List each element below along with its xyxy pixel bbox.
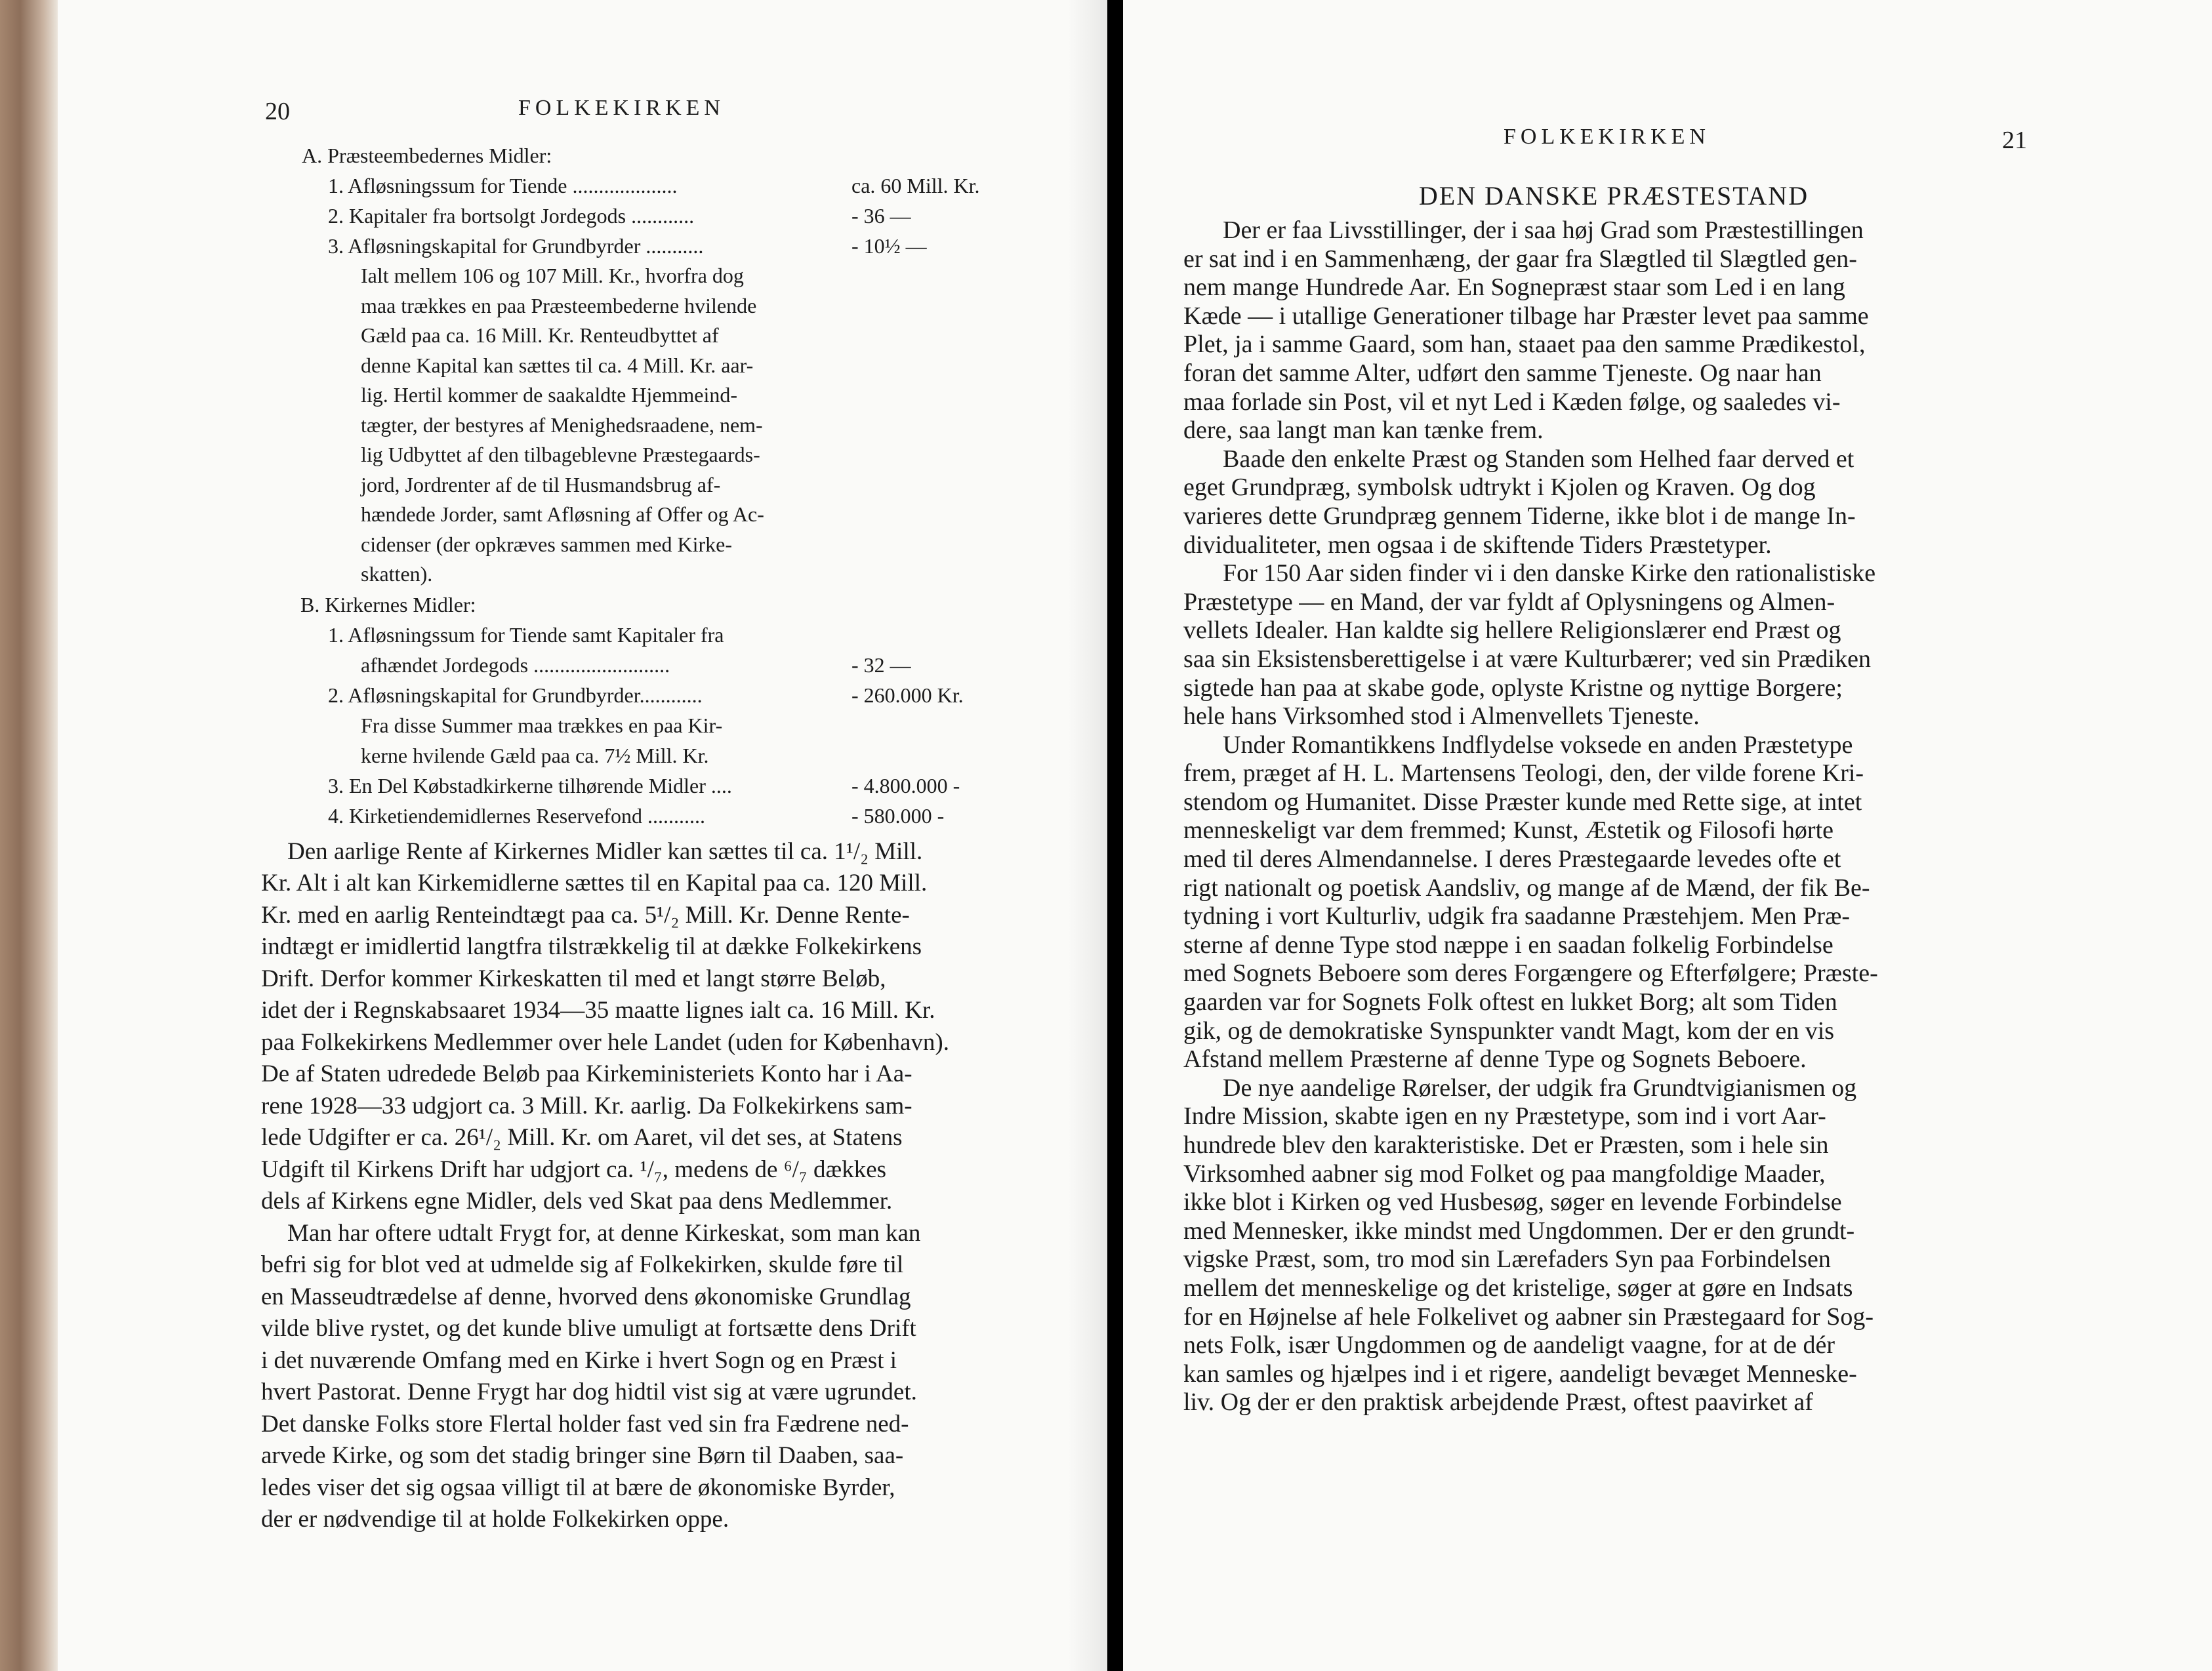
row-value: ca. 60 Mill. Kr. — [851, 174, 980, 197]
paragraph-line: maa forlade sin Post, vil et nyt Led i Kæden følge, og saaledes vi- — [1183, 388, 1841, 416]
row-value: - 10½ — — [851, 234, 927, 258]
paragraph-line: nem mange Hundrede Aar. En Sognepræst staar som Led i en lang — [1183, 273, 1845, 302]
paragraph-line: idet der i Regnskabsaaret 1934—35 maatte lignes ialt ca. 16 Mill. Kr. — [261, 997, 935, 1024]
paragraph-line: Kæde — i utallige Generationer tilbage har Præster levet paa samme — [1183, 302, 1869, 330]
paragraph-line: hundrede blev den karakteristiske. Det er Præsten, som i hele sin — [1183, 1131, 1829, 1159]
row-label: 3. En Del Købstadkirkerne tilhørende Midler .... — [328, 773, 732, 797]
row-label: afhændet Jordegods .......................... — [361, 653, 670, 677]
paragraph-line: foran det samme Alter, udført den samme Tjeneste. Og naar han — [1183, 359, 1822, 387]
paragraph-line: Under Romantikkens Indflydelse voksede en anden Præstetype — [1223, 731, 1853, 759]
paragraph-line: De nye aandelige Rørelser, der udgik fra Grundtvigianismen og — [1223, 1074, 1857, 1102]
row-label: 4. Kirketiendemidlernes Reservefond ........... — [328, 803, 705, 828]
row-value: - 4.800.000 - — [851, 773, 960, 797]
paragraph-line: Drift. Derfor kommer Kirkeskatten til med et langt større Beløb, — [261, 965, 886, 992]
note-line: lig. Hertil kommer de saakaldte Hjemmeind- — [361, 383, 738, 407]
row-value: - 580.000 - — [851, 803, 945, 828]
table-row — [261, 231, 1055, 261]
page-number-right: 21 — [2002, 127, 2027, 154]
paragraph-line: befri sig for blot ved at udmelde sig af Folkekirken, skulde føre til — [261, 1251, 904, 1278]
paragraph-line: paa Folkekirkens Medlemmer over hele Landet (uden for København). — [261, 1028, 949, 1056]
paragraph-line: rigt nationalt og poetisk Aandsliv, og mange af de Mænd, der fik Be- — [1183, 874, 1870, 902]
note-line: tægter, der bestyres af Menighedsraadene, nem- — [361, 413, 763, 437]
paragraph-line: Præstetype — en Mand, der var fyldt af Oplysningens og Almen- — [1183, 588, 1835, 616]
paragraph-line: er sat ind i en Sammenhæng, der gaar fra Slægtled til Slægtled gen- — [1183, 245, 1857, 273]
paragraph-line: Virksomhed aabner sig mod Folket og paa mangfoldige Maader, — [1183, 1159, 1826, 1188]
right-page-body — [1183, 177, 2044, 1417]
gutter-shadow — [1068, 0, 1107, 1671]
paragraph-line: kan samles og hjælpes ind i et rigere, aandeligt bevæget Menneske- — [1183, 1359, 1857, 1388]
row-label: 2. Kapitaler fra bortsolgt Jordegods ............ — [328, 204, 695, 228]
paragraph-line: saa sin Eksistensberettigelse i at være Kulturbærer; ved sin Prædiken — [1183, 645, 1871, 673]
table-row — [261, 620, 1055, 650]
paragraph-line: varieres dette Grundpræg gennem Tiderne, ikke blot i de mange In- — [1183, 502, 1856, 530]
paragraph-line: Kr. med en aarlig Renteindtægt paa ca. 5¹/₂ Mill. Kr. Denne Rente- — [261, 901, 910, 929]
row-value: - 32 — — [851, 653, 911, 677]
table-row — [261, 171, 1055, 201]
note-line: hændede Jorder, samt Afløsning af Offer og Ac- — [361, 502, 764, 526]
row-note-line: kerne hvilende Gæld paa ca. 7½ Mill. Kr. — [361, 743, 709, 767]
paragraph-line: Indre Mission, skabte igen en ny Præstetype, som ind i vort Aar- — [1183, 1102, 1826, 1131]
paragraph-line: frem, præget af H. L. Martensens Teologi, den, der vilde forene Kri- — [1183, 759, 1864, 788]
paragraph-line: nets Folk, især Ungdommen og de aandeligt vaagne, for at de dér — [1183, 1331, 1835, 1359]
paragraph-line: Plet, ja i samme Gaard, som han, staaet paa den samme Prædikestol, — [1183, 331, 1866, 359]
paragraph-line: sterne af denne Type stod næppe i en saadan folkelig Forbindelse — [1183, 931, 1833, 959]
note-line: lig Udbyttet af den tilbageblevne Præstegaards- — [361, 443, 760, 466]
paragraph-line: ledes viser det sig ogsaa villigt til at bære de økonomiske Byrder, — [261, 1474, 895, 1501]
table-row — [261, 771, 1055, 801]
section-a-note — [361, 261, 1017, 590]
paragraph-line: dividualiteter, men ogsaa i de skiftende Tiders Præstetyper. — [1183, 531, 1772, 559]
paragraph-line: mellem det menneskelige og det kristelige, søger at gøre en Indsats — [1183, 1274, 1853, 1302]
paragraph-line: indtægt er imidlertid langtfra tilstrækkelig til at dække Folkekirkens — [261, 933, 922, 960]
row-label: 2. Afløsningskapital for Grundbyrder............ — [328, 683, 703, 707]
paragraph-line: ikke blot i Kirken og ved Husbesøg, søger en levende Forbindelse — [1183, 1188, 1842, 1217]
paragraph-line: med til deres Almendannelse. I deres Præstegaarde levedes ofte et — [1183, 845, 1841, 874]
paragraph-line: vellets Idealer. Han kaldte sig hellere Religionslærer end Præst og — [1183, 616, 1841, 645]
section-b-table — [261, 620, 1055, 831]
row-note-line: Fra disse Summer maa trækkes en paa Kir- — [361, 713, 723, 737]
paragraph-line: arvede Kirke, og som det stadig bringer sine Børn til Daaben, saa- — [261, 1442, 904, 1469]
paragraph-line: en Masseudtrædelse af denne, hvorved dens økonomiske Grundlag — [261, 1283, 911, 1310]
paragraph — [261, 1218, 1055, 1536]
note-line: cidenser (der opkræves sammen med Kirke- — [361, 532, 733, 556]
note-line: jord, Jordrenter af de til Husmandsbrug af- — [361, 472, 721, 496]
paragraph-line: i det nuværende Omfang med en Kirke i hvert Sogn og en Præst i — [261, 1346, 897, 1374]
paragraph-line: Afstand mellem Præsterne af denne Type og Sognets Beboere. — [1183, 1045, 1807, 1074]
paragraph-line: menneskeligt var dem fremmed; Kunst, Æstetik og Filosofi hørte — [1183, 816, 1834, 845]
section-a-heading: A. Præsteembedernes Midler: — [302, 144, 552, 167]
paragraph-line: hele hans Virksomhed stod i Almenvellets Tjeneste. — [1183, 702, 1700, 731]
paragraph-line: For 150 Aar siden finder vi i den danske Kirke den rationalistiske — [1223, 559, 1876, 588]
paragraph-line: dere, saa langt man kan tænke frem. — [1183, 416, 1544, 445]
note-line: Gæld paa ca. 16 Mill. Kr. Renteudbyttet af — [361, 323, 719, 347]
paragraph-line: Udgift til Kirkens Drift har udgjort ca. ¹/₇, medens de ⁶/₇ dækkes — [261, 1156, 887, 1183]
table-row — [261, 710, 1055, 740]
paragraph-line: vigske Præst, som, tro mod sin Lærefaders Syn paa Forbindelsen — [1183, 1245, 1831, 1274]
book-binding — [0, 0, 58, 1671]
row-label: 1. Afløsningssum for Tiende .................... — [328, 174, 678, 197]
paragraph-line: gaarden var for Sognets Folk oftest en lukket Borg; alt som Tiden — [1183, 988, 1837, 1017]
row-value: - 36 — — [851, 204, 911, 228]
paragraph-line: gik, og de demokratiske Synspunkter vandt Magt, kom der en vis — [1183, 1017, 1835, 1045]
paragraph-line: Baade den enkelte Præst og Standen som Helhed faar derved et — [1223, 445, 1854, 473]
paragraph-line: dels af Kirkens egne Midler, dels ved Skat paa dens Medlemmer. — [261, 1188, 893, 1215]
chapter-title: DEN DANSKE PRÆSTESTAND — [1418, 181, 1809, 211]
section-a-table — [261, 171, 1055, 261]
paragraph — [261, 836, 1055, 1218]
paragraph-line: lede Udgifter er ca. 26¹/₂ Mill. Kr. om Aaret, vil det ses, at Statens — [261, 1124, 903, 1151]
paragraph — [1183, 216, 2044, 445]
paragraph — [1183, 445, 2044, 559]
note-line: skatten). — [361, 562, 433, 586]
paragraph-line: Den aarlige Rente af Kirkernes Midler kan sættes til ca. 1¹/₂ Mill. — [287, 837, 923, 865]
row-label: 3. Afløsningskapital for Grundbyrder ........... — [328, 234, 704, 258]
paragraph-line: eget Grundpræg, symbolsk udtrykt i Kjolen og Kraven. Og dog — [1183, 473, 1816, 502]
table-row — [261, 680, 1055, 710]
table-row — [261, 201, 1055, 231]
paragraph — [1183, 559, 2044, 731]
running-head-left: FOLKEKIRKEN — [518, 96, 725, 120]
row-value: - 260.000 Kr. — [851, 683, 964, 707]
left-page-body — [261, 140, 1055, 1536]
paragraph-line: sigtede han paa at skabe gode, oplyste Kristne og nyttige Borgere; — [1183, 674, 1843, 702]
table-row — [261, 650, 1055, 680]
table-row — [261, 740, 1055, 771]
paragraph — [1183, 731, 2044, 1074]
page-number-left: 20 — [265, 98, 290, 125]
paragraph-line: Det danske Folks store Flertal holder fast ved sin fra Fædrene ned- — [261, 1410, 909, 1438]
note-line: denne Kapital kan sættes til ca. 4 Mill. Kr. aar- — [361, 353, 754, 377]
row-label: 1. Afløsningssum for Tiende samt Kapitaler fra — [328, 622, 724, 647]
note-line: maa trækkes en paa Præsteembederne hvilende — [361, 293, 757, 317]
paragraph-line: der er nødvendige til at holde Folkekirken oppe. — [261, 1506, 729, 1533]
paragraph-line: med Sognets Beboere som deres Forgængere og Efterfølgere; Præste- — [1183, 959, 1878, 988]
running-head-right: FOLKEKIRKEN — [1504, 125, 1710, 149]
table-row — [261, 801, 1055, 831]
paragraph-line: vilde blive rystet, og det kunde blive umuligt at fortsætte dens Drift — [261, 1315, 916, 1342]
paragraph-line: Man har oftere udtalt Frygt for, at denne Kirkeskat, som man kan — [287, 1219, 921, 1247]
paragraph-line: hvert Pastorat. Denne Frygt har dog hidtil vist sig at være ugrundet. — [261, 1379, 917, 1405]
paragraph-line: med Mennesker, ikke mindst med Ungdommen. Der er den grundt- — [1183, 1217, 1855, 1245]
note-line: Ialt mellem 106 og 107 Mill. Kr., hvorfra dog — [361, 264, 744, 287]
paragraph-line: Kr. Alt i alt kan Kirkemidlerne sættes til en Kapital paa ca. 120 Mill. — [261, 870, 928, 896]
paragraph-line: tydning i vort Kulturliv, udgik fra saadanne Præstehjem. Men Præ- — [1183, 902, 1850, 931]
paragraph-line: stendom og Humanitet. Disse Præster kunde med Rette sige, at intet — [1183, 788, 1862, 816]
paragraph-line: De af Staten udredede Beløb paa Kirkeministeriets Konto har i Aa- — [261, 1060, 912, 1087]
paragraph-line: Der er faa Livsstillinger, der i saa høj Grad som Præstestillingen — [1223, 216, 1864, 244]
paragraph-line: for en Højnelse af hele Folkelivet og aabner sin Præstegaard for Sog- — [1183, 1302, 1874, 1331]
paragraph — [1183, 1074, 2044, 1417]
paragraph-line: liv. Og der er den praktisk arbejdende Præst, oftest paavirket af — [1183, 1388, 1813, 1417]
paragraph-line: rene 1928—33 udgjort ca. 3 Mill. Kr. aarlig. Da Folkekirkens sam- — [261, 1092, 912, 1119]
section-b-heading: B. Kirkernes Midler: — [300, 592, 476, 616]
